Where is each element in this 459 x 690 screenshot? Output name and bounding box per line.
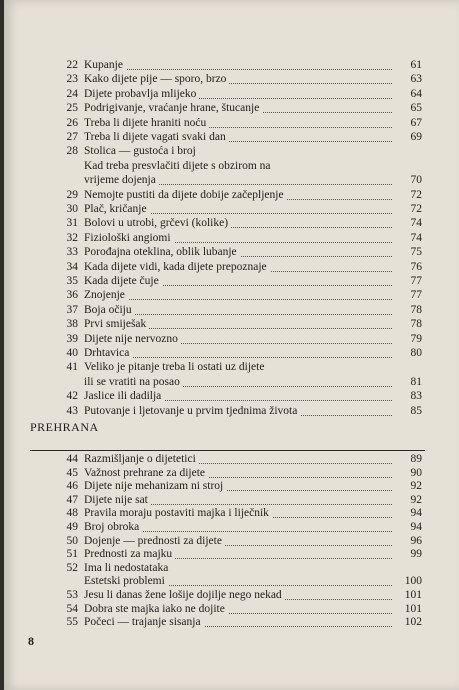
entry-title: Znojenje [84,288,128,302]
entry-number: 54 [66,602,78,615]
entry-number: 42 [66,390,78,403]
toc-entry [4,58,459,72]
entry-number: 48 [66,507,78,520]
toc-entry [4,534,459,548]
entry-number: 39 [66,332,78,345]
entry-page: 77 [392,274,422,288]
entry-number: 38 [66,318,78,331]
toc-entry [4,404,459,418]
entry-title: Važnost prehrane za dijete [84,466,208,480]
toc-entry [4,260,459,274]
toc-entry [4,130,459,144]
toc-entry [4,547,459,561]
entry-page: 75 [392,245,422,259]
entry-page: 81 [392,375,422,389]
entry-number: 52 [66,561,78,574]
entry-page: 69 [392,130,422,144]
toc-entry [4,87,459,101]
toc-entry [4,346,459,360]
book-page [4,0,459,690]
entry-title: Dobra ste majka iako ne dojite [84,602,228,616]
entry-page: 94 [392,506,422,520]
entry-page: 83 [392,389,422,403]
entry-number: 49 [66,521,78,533]
entry-page: 70 [392,173,422,187]
entry-title: Jaslice ili dadilja [84,389,164,403]
entry-title: Razmišljanje o dijetetici [84,452,199,466]
entry-title: Boja očiju [84,303,135,317]
toc-entry [4,375,459,389]
toc-entry [4,389,459,403]
leader-dots [88,68,396,70]
entry-page: 61 [392,58,422,72]
entry-number: 40 [66,347,78,359]
entry-page: 99 [392,547,422,561]
toc-entry [4,144,459,158]
entry-page: 64 [392,87,422,101]
entry-number: 28 [66,145,78,158]
entry-title: Kada dijete vidi, kada dijete prepoznaje [84,260,270,274]
entry-title: Broj obroka [84,520,142,534]
toc-entry [4,360,459,374]
entry-title: Porođajna oteklina, oblik lubanje [84,245,240,259]
entry-title: Dojenje — prednosti za dijete [84,534,225,548]
entry-number: 44 [66,453,78,465]
entry-title: Treba li dijete vagati svaki dan [84,130,229,144]
entry-page: 74 [392,216,422,230]
entry-title: Stolica — gustoća i broj [84,144,199,158]
toc-entry [4,173,459,187]
entry-number: 50 [66,534,78,547]
entry-number: 37 [66,303,78,316]
page-number: 8 [28,634,34,648]
toc-entry [4,216,459,230]
entry-title: vrijeme dojenja [84,173,159,187]
toc-entry [4,506,459,520]
section-rule [30,450,425,451]
entry-page: 72 [392,188,422,202]
entry-page: 78 [392,303,422,317]
toc-entry [4,274,459,288]
entry-title: Kupanje [84,58,126,72]
entry-title: Fiziološki angiomi [84,231,174,245]
section-heading: PREHRANA [30,420,99,434]
entry-page: 101 [392,588,422,602]
entry-number: 53 [66,589,78,601]
toc-entry [4,452,459,466]
entry-page: 94 [392,520,422,534]
entry-page: 67 [392,116,422,130]
entry-title: Bolovi u utrobi, grčevi (kolike) [84,216,231,230]
entry-title: Kako dijete pije — sporo, brzo [84,72,229,86]
toc-entry [4,202,459,216]
entry-page: 102 [392,615,422,629]
toc-entry [4,101,459,115]
entry-title: Plač, kričanje [84,202,150,216]
leader-dots [88,298,396,300]
toc-entry [4,332,459,346]
entry-title: Počeci — trajanje sisanja [84,615,204,629]
entry-page: 76 [392,260,422,274]
entry-number: 22 [66,59,78,71]
entry-number: 29 [66,188,78,201]
toc-entry [4,615,459,629]
entry-title: Kad treba presvlačiti dijete s obzirom na [84,159,274,173]
toc-entry [4,466,459,480]
entry-number: 32 [66,231,78,244]
toc-entry [4,493,459,507]
entry-number: 51 [66,548,78,561]
toc-entry [4,72,459,86]
entry-number: 25 [66,102,78,115]
toc-entry [4,188,459,202]
entry-page: 89 [392,452,422,466]
entry-number: 47 [66,493,78,506]
entry-page: 80 [392,346,422,360]
entry-page: 63 [392,72,422,86]
entry-title: Dijete nije mehanizam ni stroj [84,479,226,493]
entry-title: Veliko je pitanje treba li ostati uz dijete [84,360,267,374]
toc-entry [4,231,459,245]
entry-number: 34 [66,260,78,273]
toc-entry [4,303,459,317]
entry-number: 55 [66,616,78,629]
toc-entry [4,520,459,534]
entry-title: Putovanje i ljetovanje u prvim tjednima života [84,404,300,418]
entry-number: 36 [66,289,78,302]
entry-title: Ima li nedostataka [84,561,171,575]
entry-page: 92 [392,493,422,507]
entry-page: 78 [392,317,422,331]
toc-entry [4,561,459,575]
entry-number: 45 [66,466,78,479]
toc-entry [4,116,459,130]
entry-number: 43 [66,404,78,417]
entry-page: 92 [392,479,422,493]
entry-number: 46 [66,480,78,493]
entry-page: 72 [392,202,422,216]
entry-number: 30 [66,203,78,215]
entry-page: 77 [392,288,422,302]
entry-number: 26 [66,116,78,129]
entry-title: Kada dijete čuje [84,274,162,288]
toc-entry [4,588,459,602]
entry-page: 65 [392,101,422,115]
entry-title: Prvi smiješak [84,317,149,331]
entry-page: 96 [392,534,422,548]
entry-title: Dijete nije sat [84,493,151,507]
toc-entry [4,479,459,493]
entry-page: 79 [392,332,422,346]
toc-entry [4,159,459,173]
entry-number: 35 [66,275,78,287]
toc-entry [4,317,459,331]
entry-number: 31 [66,217,78,230]
entry-number: 24 [66,87,78,100]
entry-title: ili se vratiti na posao [84,375,183,389]
entry-title: Dijete probavlja mlijeko [84,87,199,101]
entry-page: 74 [392,231,422,245]
entry-title: Podrigivanje, vraćanje hrane, štucanje [84,101,262,115]
entry-page: 100 [392,574,422,588]
toc-entry [4,245,459,259]
entry-number: 23 [66,73,78,86]
entry-page: 85 [392,404,422,418]
entry-title: Estetski problemi [84,574,168,588]
toc-entry [4,602,459,616]
entry-title: Dijete nije nervozno [84,332,181,346]
entry-page: 101 [392,602,422,616]
entry-title: Jesu li danas žene lošije dojilje nego nekad [84,588,285,602]
entry-number: 41 [66,361,78,374]
entry-title: Nemojte pustiti da dijete dobije začepljenje [84,188,287,202]
entry-title: Prednosti za majku [84,547,175,561]
entry-title: Pravila moraju postaviti majka i liječnik [84,506,272,520]
entry-number: 27 [66,131,78,143]
entry-page: 90 [392,466,422,480]
entry-title: Drhtavica [84,346,132,360]
entry-title: Treba li dijete hraniti noću [84,116,209,130]
leader-dots [88,356,396,358]
toc-entry [4,574,459,588]
toc-entry [4,288,459,302]
entry-number: 33 [66,246,78,259]
